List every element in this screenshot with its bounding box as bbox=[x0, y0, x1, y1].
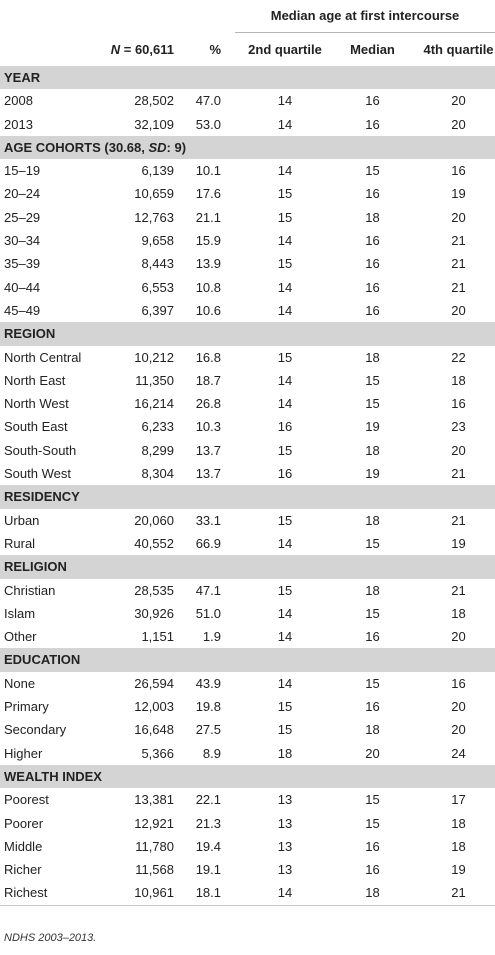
row-label: None bbox=[4, 675, 36, 691]
median-cell: 15 bbox=[365, 163, 380, 179]
section-title: RELIGION bbox=[0, 555, 495, 578]
fourth-quartile-cell: 21 bbox=[451, 512, 466, 528]
table-row bbox=[0, 369, 495, 392]
row-label: North Central bbox=[4, 349, 82, 365]
median-cell: 16 bbox=[365, 699, 380, 715]
table-row bbox=[0, 532, 495, 555]
percent-cell: 8.9 bbox=[202, 745, 221, 761]
sample-size-cell: 6,233 bbox=[141, 419, 174, 435]
median-cell: 16 bbox=[365, 302, 380, 318]
row-label: 15–19 bbox=[4, 163, 41, 179]
table-row bbox=[0, 695, 495, 718]
table-row bbox=[0, 252, 495, 275]
row-label: Other bbox=[4, 629, 37, 645]
fourth-quartile-cell: 21 bbox=[451, 233, 466, 249]
section-title-part: AGE COHORTS (30.68, bbox=[4, 139, 149, 155]
second-quartile-cell: 14 bbox=[277, 629, 293, 645]
sample-size-cell: 12,003 bbox=[134, 699, 174, 715]
second-quartile-cell: 13 bbox=[277, 792, 293, 808]
table-row bbox=[0, 788, 495, 811]
second-quartile-cell: 14 bbox=[277, 396, 293, 412]
fourth-quartile-cell: 21 bbox=[451, 256, 466, 272]
sample-size-cell: 9,658 bbox=[141, 233, 174, 249]
row-label: Islam bbox=[4, 605, 36, 621]
header-label-column bbox=[0, 33, 108, 67]
percent-cell: 22.1 bbox=[195, 792, 221, 808]
fourth-quartile-cell: 18 bbox=[451, 838, 466, 854]
n-symbol: N bbox=[110, 41, 121, 57]
second-quartile-cell: 14 bbox=[277, 116, 293, 132]
sample-size-cell: 10,659 bbox=[134, 186, 174, 202]
row-label: Richest bbox=[0, 881, 108, 905]
table-row bbox=[0, 113, 495, 136]
section-title: WEALTH INDEX bbox=[0, 765, 495, 788]
percent-cell: 19.4 bbox=[195, 838, 221, 854]
header-empty-cell bbox=[0, 0, 108, 33]
section-title: REGION bbox=[0, 322, 495, 345]
header-empty-cell bbox=[108, 0, 178, 33]
fourth-quartile-cell: 20 bbox=[451, 209, 466, 225]
row-label: Secondary bbox=[4, 722, 67, 738]
percent-cell: 10.3 bbox=[195, 419, 221, 435]
row-label: 2013 bbox=[4, 116, 33, 132]
median-cell: 18 bbox=[365, 442, 380, 458]
table-row bbox=[0, 299, 495, 322]
median-cell: 18 bbox=[365, 722, 380, 738]
second-quartile-cell: 14 bbox=[277, 302, 293, 318]
table-footnote: NDHS 2003–2013. bbox=[4, 932, 97, 944]
percent-cell: 1.9 bbox=[202, 629, 221, 645]
median-cell: 15 bbox=[365, 675, 380, 691]
second-quartile-cell: 14 bbox=[277, 93, 293, 109]
sample-size-cell: 16,214 bbox=[134, 396, 174, 412]
table-row bbox=[0, 415, 495, 438]
fourth-quartile-cell: 21 bbox=[451, 466, 466, 482]
fourth-quartile-cell: 19 bbox=[451, 186, 466, 202]
row-label: 40–44 bbox=[4, 279, 41, 295]
fourth-quartile-cell: 16 bbox=[451, 396, 466, 412]
row-label: 30–34 bbox=[4, 233, 41, 249]
second-quartile-cell: 15 bbox=[277, 209, 293, 225]
header-empty-cell bbox=[178, 0, 235, 33]
fourth-quartile-cell: 20 bbox=[451, 722, 466, 738]
row-label: South-South bbox=[4, 442, 77, 458]
table-row bbox=[0, 625, 495, 648]
second-quartile-cell: 13 bbox=[277, 862, 293, 878]
section-title-italic-part: SD bbox=[148, 139, 167, 155]
table-row bbox=[0, 89, 495, 112]
sample-size-cell: 6,139 bbox=[141, 163, 174, 179]
percent-cell: 19.8 bbox=[195, 699, 221, 715]
fourth-quartile-cell: 21 bbox=[451, 279, 466, 295]
row-label: North East bbox=[4, 372, 66, 388]
fourth-quartile-cell: 17 bbox=[451, 792, 466, 808]
median-cell: 15 bbox=[365, 372, 380, 388]
section-header-row bbox=[0, 322, 495, 345]
percent-cell: 13.7 bbox=[195, 442, 221, 458]
table-row bbox=[0, 439, 495, 462]
n-value: = 60,611 bbox=[120, 41, 174, 57]
section-header-row bbox=[0, 66, 495, 89]
median-cell: 19 bbox=[365, 466, 380, 482]
table-row bbox=[0, 346, 495, 369]
median-cell: 16 bbox=[365, 862, 380, 878]
fourth-quartile-cell: 20 bbox=[451, 699, 466, 715]
percent-cell: 10.6 bbox=[195, 302, 221, 318]
row-label: 45–49 bbox=[4, 302, 41, 318]
row-label: Higher bbox=[4, 745, 43, 761]
median-cell: 15 bbox=[365, 535, 380, 551]
sample-size-cell: 40,552 bbox=[134, 535, 174, 551]
section-title: EDUCATION bbox=[0, 648, 495, 671]
median-cell: 18 bbox=[365, 209, 380, 225]
median-cell: 15 bbox=[365, 792, 380, 808]
row-label: Middle bbox=[4, 838, 43, 854]
sample-size-cell: 5,366 bbox=[141, 745, 174, 761]
percent-cell: 17.6 bbox=[195, 186, 221, 202]
percent-cell: 66.9 bbox=[195, 535, 221, 551]
median-cell: 16 bbox=[365, 629, 380, 645]
table-row bbox=[0, 462, 495, 485]
percent-cell: 21.1 bbox=[195, 209, 221, 225]
sample-size-cell: 1,151 bbox=[141, 629, 174, 645]
sample-size-cell: 28,535 bbox=[134, 582, 174, 598]
sample-size-cell: 12,763 bbox=[134, 209, 174, 225]
percent-cell: 15.9 bbox=[195, 233, 221, 249]
sample-size-cell: 8,443 bbox=[141, 256, 174, 272]
sample-size-cell: 13,381 bbox=[134, 792, 174, 808]
percent-cell: 43.9 bbox=[195, 675, 221, 691]
sample-size-cell: 10,961 bbox=[108, 881, 178, 905]
section-header-row bbox=[0, 136, 495, 159]
table-row bbox=[0, 672, 495, 695]
row-label: Christian bbox=[4, 582, 56, 598]
section-title-part: : 9) bbox=[166, 139, 187, 155]
percent-cell: 19.1 bbox=[195, 862, 221, 878]
sample-size-cell: 26,594 bbox=[134, 675, 174, 691]
table-row bbox=[0, 229, 495, 252]
percent-header: % bbox=[209, 41, 221, 57]
fourth-quartile-cell: 20 bbox=[451, 116, 466, 132]
percent-cell: 18.7 bbox=[195, 372, 221, 388]
second-quartile-cell: 15 bbox=[277, 722, 293, 738]
sample-size-cell: 11,568 bbox=[135, 862, 174, 878]
fourth-quartile-cell: 18 bbox=[451, 372, 466, 388]
sample-size-cell: 12,921 bbox=[134, 815, 174, 831]
sample-size-cell: 20,060 bbox=[134, 512, 174, 528]
fourth-quartile-cell: 20 bbox=[451, 442, 466, 458]
sample-size-cell: 11,780 bbox=[135, 838, 174, 854]
fourth-quartile-cell: 20 bbox=[451, 629, 466, 645]
second-quartile-cell: 14 bbox=[235, 881, 335, 905]
percent-cell: 26.8 bbox=[195, 396, 221, 412]
median-cell: 15 bbox=[365, 396, 380, 412]
percent-cell: 51.0 bbox=[195, 605, 221, 621]
table-body bbox=[0, 66, 495, 905]
median-cell: 20 bbox=[365, 745, 380, 761]
percent-cell: 16.8 bbox=[195, 349, 221, 365]
median-cell: 16 bbox=[365, 233, 380, 249]
second-quartile-cell: 18 bbox=[277, 745, 293, 761]
row-label: Primary bbox=[4, 699, 49, 715]
percent-cell: 10.8 bbox=[195, 279, 221, 295]
section-header-row bbox=[0, 485, 495, 508]
fourth-quartile-cell: 19 bbox=[451, 535, 466, 551]
percent-cell: 33.1 bbox=[195, 512, 221, 528]
second-quartile-cell: 16 bbox=[277, 419, 293, 435]
section-header-row bbox=[0, 765, 495, 788]
sample-size-cell: 6,397 bbox=[141, 302, 174, 318]
row-label: South East bbox=[4, 419, 68, 435]
second-quartile-cell: 14 bbox=[277, 279, 293, 295]
median-age-group-header: Median age at first intercourse bbox=[235, 0, 495, 33]
median-cell: 16 bbox=[365, 256, 380, 272]
row-label: Rural bbox=[4, 535, 36, 551]
fourth-quartile-cell: 18 bbox=[451, 605, 466, 621]
row-label: 25–29 bbox=[4, 209, 41, 225]
section-header-row bbox=[0, 555, 495, 578]
second-quartile-cell: 14 bbox=[277, 163, 293, 179]
table-row bbox=[0, 602, 495, 625]
row-label: North West bbox=[4, 396, 69, 412]
second-quartile-cell: 14 bbox=[277, 605, 293, 621]
table-row bbox=[0, 742, 495, 765]
section-title bbox=[0, 136, 495, 159]
row-label: 35–39 bbox=[4, 256, 41, 272]
median-cell: 18 bbox=[365, 349, 380, 365]
row-label: 20–24 bbox=[4, 186, 41, 202]
fourth-quartile-cell: 20 bbox=[451, 302, 466, 318]
row-label: South West bbox=[4, 466, 71, 482]
sample-size-cell: 6,553 bbox=[141, 279, 174, 295]
second-quartile-cell: 15 bbox=[277, 256, 293, 272]
fourth-quartile-cell: 24 bbox=[451, 745, 466, 761]
percent-cell: 13.7 bbox=[195, 466, 221, 482]
section-title: RESIDENCY bbox=[0, 485, 495, 508]
row-label: Richer bbox=[4, 862, 42, 878]
table-row bbox=[0, 206, 495, 229]
sample-size-cell: 11,350 bbox=[135, 372, 174, 388]
section-title: YEAR bbox=[0, 66, 495, 89]
median-cell: 16 bbox=[365, 186, 380, 202]
sample-size-cell: 28,502 bbox=[134, 93, 174, 109]
fourth-quartile-cell: 21 bbox=[451, 582, 466, 598]
second-quartile-cell: 15 bbox=[277, 186, 293, 202]
second-quartile-cell: 15 bbox=[277, 512, 293, 528]
row-label: Poorer bbox=[4, 815, 44, 831]
table-row bbox=[0, 835, 495, 858]
second-quartile-cell: 13 bbox=[277, 838, 293, 854]
second-quartile-cell: 14 bbox=[277, 372, 293, 388]
section-header-row bbox=[0, 648, 495, 671]
median-cell: 18 bbox=[365, 512, 380, 528]
sample-size-header bbox=[108, 33, 178, 67]
fourth-quartile-cell: 19 bbox=[451, 862, 466, 878]
table-row bbox=[0, 812, 495, 835]
sample-size-cell: 16,648 bbox=[134, 722, 174, 738]
second-quartile-cell: 14 bbox=[277, 675, 293, 691]
percent-cell: 47.1 bbox=[195, 582, 221, 598]
fourth-quartile-header: 4th quartile bbox=[423, 42, 494, 57]
second-quartile-cell: 15 bbox=[277, 699, 293, 715]
sample-size-cell: 30,926 bbox=[134, 605, 174, 621]
percent-cell: 27.5 bbox=[195, 722, 221, 738]
fourth-quartile-cell: 20 bbox=[451, 93, 466, 109]
median-cell: 15 bbox=[365, 815, 380, 831]
percent-cell: 13.9 bbox=[195, 256, 221, 272]
sample-size-cell: 8,304 bbox=[141, 466, 174, 482]
second-quartile-cell: 15 bbox=[277, 442, 293, 458]
fourth-quartile-cell: 16 bbox=[451, 163, 466, 179]
row-label: 2008 bbox=[4, 93, 33, 109]
median-cell: 18 bbox=[365, 582, 380, 598]
percent-cell: 10.1 bbox=[195, 163, 221, 179]
second-quartile-cell: 16 bbox=[277, 466, 293, 482]
median-cell: 16 bbox=[365, 93, 380, 109]
second-quartile-cell: 13 bbox=[277, 815, 293, 831]
table-row bbox=[0, 718, 495, 741]
median-cell: 16 bbox=[365, 279, 380, 295]
percent-cell: 47.0 bbox=[195, 93, 221, 109]
table-row bbox=[0, 182, 495, 205]
median-cell: 15 bbox=[365, 605, 380, 621]
table-row bbox=[0, 881, 495, 905]
table-row bbox=[0, 509, 495, 532]
median-cell: 16 bbox=[365, 116, 380, 132]
table-row bbox=[0, 276, 495, 299]
second-quartile-cell: 14 bbox=[277, 535, 293, 551]
percent-cell: 53.0 bbox=[195, 116, 221, 132]
percent-cell: 18.1 bbox=[178, 881, 235, 905]
second-quartile-header: 2nd quartile bbox=[248, 42, 322, 57]
row-label: Urban bbox=[4, 512, 40, 528]
median-cell: 18 bbox=[335, 881, 410, 905]
fourth-quartile-cell: 21 bbox=[410, 881, 495, 905]
row-label: Poorest bbox=[4, 792, 49, 808]
median-cell: 16 bbox=[365, 838, 380, 854]
sample-size-cell: 32,109 bbox=[134, 116, 174, 132]
median-cell: 19 bbox=[365, 419, 380, 435]
second-quartile-cell: 15 bbox=[277, 349, 293, 365]
second-quartile-cell: 15 bbox=[277, 582, 293, 598]
median-header: Median bbox=[350, 42, 395, 57]
sample-size-cell: 8,299 bbox=[141, 442, 174, 458]
fourth-quartile-cell: 18 bbox=[451, 815, 466, 831]
table-row bbox=[0, 579, 495, 602]
table-header bbox=[0, 0, 495, 66]
percent-cell: 21.3 bbox=[195, 815, 221, 831]
fourth-quartile-cell: 16 bbox=[451, 675, 466, 691]
fourth-quartile-cell: 22 bbox=[451, 349, 466, 365]
table-row bbox=[0, 159, 495, 182]
fourth-quartile-cell: 23 bbox=[451, 419, 466, 435]
table-row bbox=[0, 392, 495, 415]
second-quartile-cell: 14 bbox=[277, 233, 293, 249]
sample-size-cell: 10,212 bbox=[134, 349, 174, 365]
table-row bbox=[0, 858, 495, 881]
